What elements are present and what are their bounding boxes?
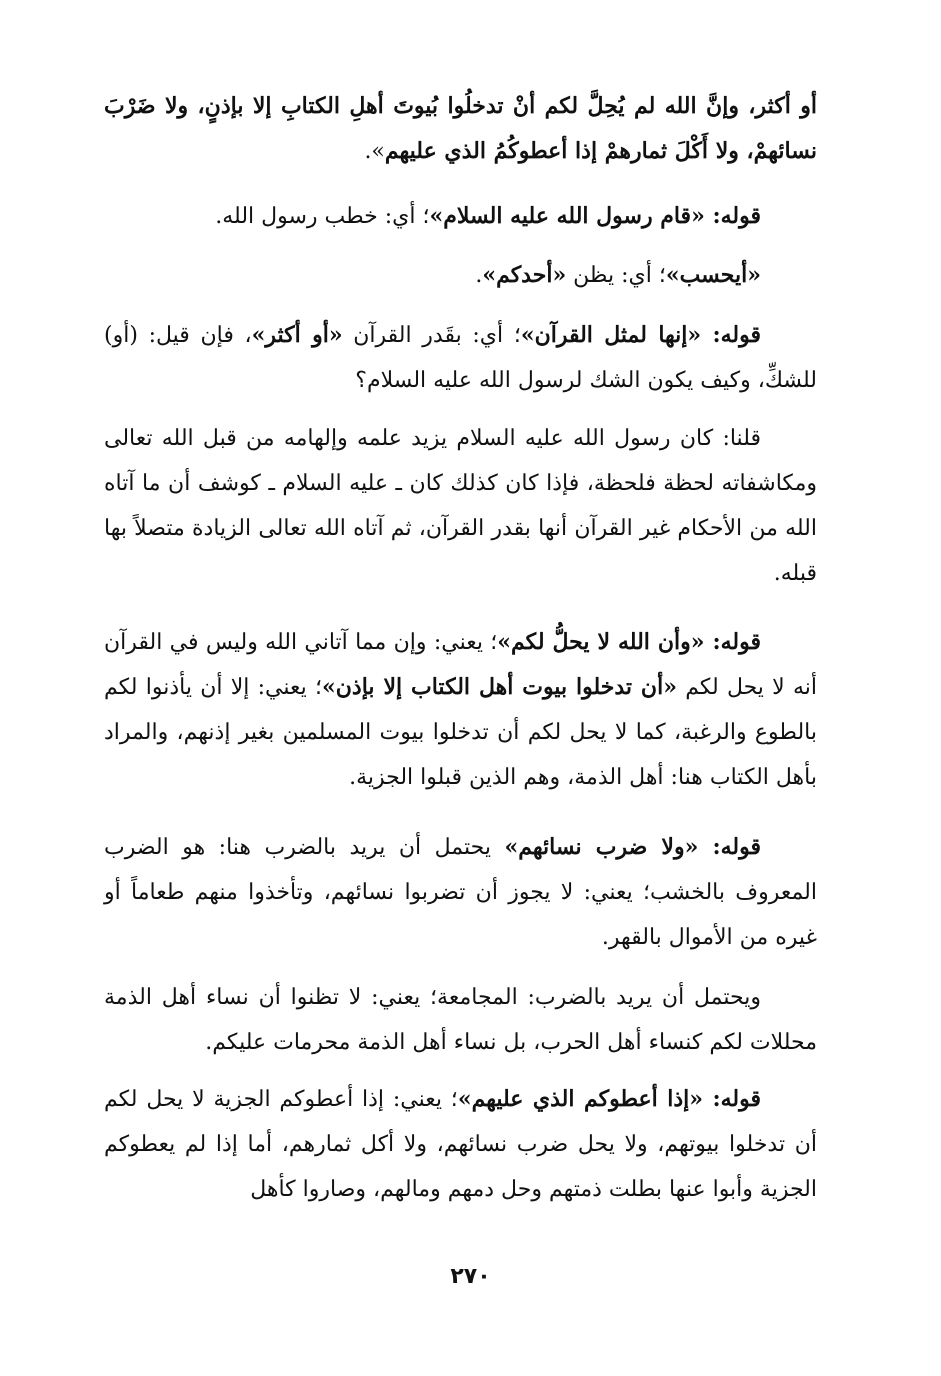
commentary-text: ؛ يعني: إلا أن يأذنوا لكم بالطوع والرغبة، كما لا يحل لكم أن تدخلوا بيوت المسلمين بغير إذنهم، والمراد بأهل الكتاب هنا: أهل الذمة، وهم الذين قبلوا الجزية.	[104, 675, 817, 790]
paragraph-text	[104, 313, 817, 403]
commentary-text: ؛ يعني: إذا أعطوكم الجزية لا يحل لكم أن تدخلوا بيوتهم، ولا يحل ضرب نسائهم، ولا أكل ثمارهم، أما إذا لم يعطوكم الجزية وأبوا عنها بطلت ذمتهم وحل دمهم ومالهم، وصاروا كأهل	[104, 1087, 817, 1202]
quoted-hadith-text: قوله: «ولا ضرب نسائهم»	[504, 834, 761, 860]
paragraph	[104, 1077, 817, 1212]
commentary-text: .	[475, 263, 483, 288]
quoted-hadith-text: «أو أكثر»	[251, 322, 343, 348]
paragraph-text	[104, 825, 817, 960]
quoted-hadith-text: «أيحسب»	[665, 262, 761, 288]
paragraph-text	[104, 84, 817, 174]
paragraph-text	[104, 620, 817, 800]
paragraph	[104, 416, 817, 596]
paragraph-text	[104, 1077, 817, 1212]
paragraph	[104, 975, 817, 1065]
paragraph-text	[104, 194, 817, 239]
commentary-text: ؛ يعني: وإن مما آتاني الله وليس في القرآن أنه لا يحل لكم	[104, 630, 817, 700]
quoted-hadith-text: أو أكثر، وإنَّ الله لم يُحِلَّ لكم أنْ تدخلُوا بُيوتَ أهلِ الكتابِ إلا بإذنٍ، ولا ضَرْبَ نسائهمْ، ولا أَكْلَ ثمارهمْ إذا أعطوكُمُ الذي عليهم	[104, 93, 817, 164]
commentary-text: ».	[364, 139, 385, 164]
paragraph	[104, 253, 817, 298]
paragraph	[104, 313, 817, 403]
quoted-hadith-text: «أحدكم»	[482, 262, 567, 288]
commentary-text: ؛ أي: خطب رسول الله.	[215, 204, 430, 229]
commentary-text: ويحتمل أن يريد بالضرب: المجامعة؛ يعني: لا تظنوا أن نساء أهل الذمة محللات لكم كنساء أهل الحرب، بل نساء أهل الذمة محرمات عليكم.	[104, 985, 817, 1055]
paragraph	[104, 84, 817, 174]
commentary-text: يحتمل أن يريد بالضرب هنا: هو الضرب المعروف بالخشب؛ يعني: لا يجوز أن تضربوا نسائهم، وتأخذوا منهم طعاماً أو غيره من الأموال بالقهر.	[104, 835, 817, 950]
quoted-hadith-text: قوله: «إنها لمثل القرآن»	[520, 322, 761, 348]
paragraph	[104, 194, 817, 239]
page-number: ٢٧٠	[450, 1264, 491, 1289]
quoted-hadith-text: قوله: «إذا أعطوكم الذي عليهم»	[457, 1086, 761, 1112]
commentary-text: ، فإن قيل: (أو) للشكِّ، وكيف يكون الشك لرسول الله عليه السلام؟	[104, 323, 817, 393]
quoted-hadith-text: قوله: «قام رسول الله عليه السلام»	[429, 203, 761, 229]
commentary-text: ؛ أي: بقَدر القرآن	[342, 323, 521, 348]
paragraph	[104, 825, 817, 960]
commentary-text: قلنا: كان رسول الله عليه السلام يزيد علمه وإلهامه من قبل الله تعالى ومكاشفاته لحظة فلحظة، فإذا كان كذلك كان ـ عليه السلام ـ كوشف أن ما آتاه الله من الأحكام غير القرآن أنها بقدر القرآن، ثم آتاه الله تعالى الزيادة متصلاً بها قبله.	[104, 426, 817, 586]
quoted-hadith-text: قوله: «وأن الله لا يحلُّ لكم»	[497, 629, 762, 655]
paragraph-text	[104, 975, 817, 1065]
quoted-hadith-text: «أن تدخلوا بيوت أهل الكتاب إلا بإذن»	[322, 674, 677, 700]
paragraph-text	[104, 416, 817, 596]
paragraph-text	[104, 253, 817, 298]
paragraph	[104, 620, 817, 800]
commentary-text: ؛ أي: يظن	[566, 263, 666, 288]
